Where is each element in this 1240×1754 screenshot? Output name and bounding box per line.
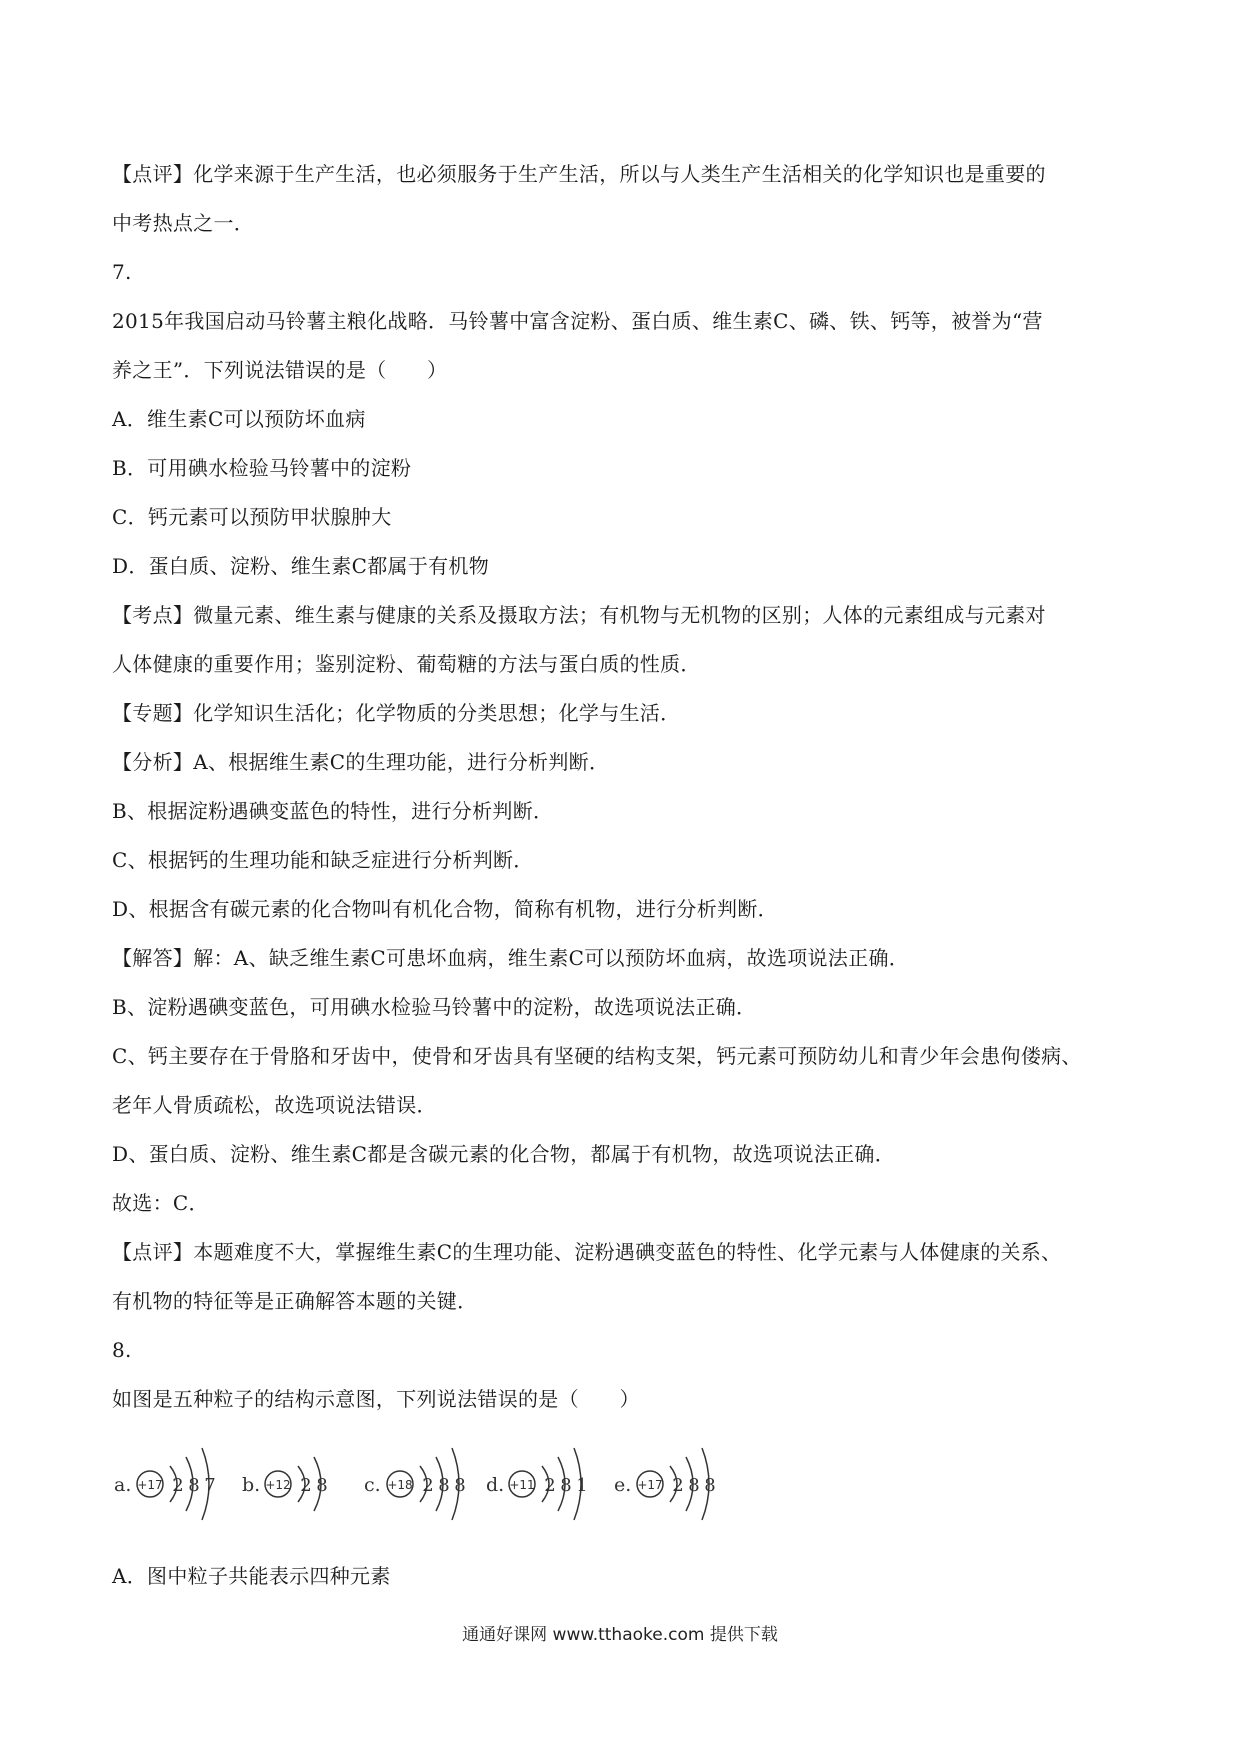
particle-diagrams [112,1432,802,1544]
particle-label: e. [614,1474,632,1496]
text-line: 如图是五种粒子的结构示意图，下列说法错误的是（ ） [112,1387,640,1411]
text-block-before-figure [112,150,1152,1424]
electron-count: 1 [576,1475,588,1496]
particle-structure-figure [112,1432,802,1544]
particle-diagram [364,1448,466,1520]
particle-label: c. [364,1474,381,1496]
text-line: B．可用碘水检验马铃薯中的淀粉 [112,456,412,480]
document-body [112,150,1152,1601]
text-line: 【考点】微量元素、维生素与健康的关系及摄取方法；有机物与无机物的区别；人体的元素组成与元素对 [112,603,1046,627]
electron-count: 2 [422,1475,434,1496]
text-line: D、根据含有碳元素的化合物叫有机化合物，简称有机物，进行分析判断． [112,897,778,921]
text-line: 2015年我国启动马铃薯主粮化战略．马铃薯中富含淀粉、蛋白质、维生素C、磷、铁、钙等，被誉为“营 [112,309,1043,333]
text-line: 【解答】解：A、缺乏维生素C可患坏血病，维生素C可以预防坏血病，故选项说法正确． [112,946,910,970]
electron-count: 2 [300,1475,312,1496]
text-line: 【点评】本题难度不大，掌握维生素C的生理功能、淀粉遇碘变蓝色的特性、化学元素与人体健康的关系、 [112,1240,1062,1264]
text-line: B、淀粉遇碘变蓝色，可用碘水检验马铃薯中的淀粉，故选项说法正确． [112,995,757,1019]
text-line: 养之王”．下列说法错误的是（ ） [112,358,448,382]
text-line: C、根据钙的生理功能和缺乏症进行分析判断． [112,848,534,872]
nucleus-charge: +17 [137,1478,163,1492]
text-line: 【专题】化学知识生活化；化学物质的分类思想；化学与生活． [112,701,681,725]
electron-count: 8 [688,1475,700,1496]
text-line: 故选：C． [112,1191,209,1215]
electron-count: 8 [454,1475,466,1496]
text-line: B、根据淀粉遇碘变蓝色的特性，进行分析判断． [112,799,554,823]
particle-label: a. [114,1474,132,1496]
electron-count: 7 [204,1475,216,1496]
text-line: 老年人骨质疏松，故选项说法错误． [112,1093,437,1117]
text-line: 7. [112,260,132,284]
electron-count: 8 [560,1475,572,1496]
particle-diagram [614,1448,716,1520]
text-line: 中考热点之一． [112,211,255,235]
page-footer: 通通好课网 www.tthaoke.com 提供下载 [462,1625,778,1645]
text-line: 【分析】A、根据维生素C的生理功能，进行分析判断． [112,750,610,774]
text-block-after-figure [112,1552,1152,1601]
text-line: 人体健康的重要作用；鉴别淀粉、葡萄糖的方法与蛋白质的性质． [112,652,701,676]
text-line: 8. [112,1338,132,1362]
text-line: A．图中粒子共能表示四种元素 [112,1564,391,1588]
particle-label: b. [242,1474,261,1496]
electron-count: 2 [672,1475,684,1496]
text-line: 有机物的特征等是正确解答本题的关键． [112,1289,478,1313]
text-line: D、蛋白质、淀粉、维生素C都是含碳元素的化合物，都属于有机物，故选项说法正确． [112,1142,896,1166]
electron-count: 2 [172,1475,184,1496]
particle-diagram [114,1448,216,1520]
text-line: 【点评】化学来源于生产生活，也必须服务于生产生活，所以与人类生产生活相关的化学知识也是重要的 [112,162,1046,186]
nucleus-charge: +18 [387,1478,413,1492]
electron-count: 8 [438,1475,450,1496]
nucleus-charge: +12 [265,1478,291,1492]
electron-count: 8 [188,1475,200,1496]
electron-count: 8 [316,1475,328,1496]
text-line: A．维生素C可以预防坏血病 [112,407,366,431]
electron-count: 8 [704,1475,716,1496]
electron-count: 2 [544,1475,556,1496]
text-line: C．钙元素可以预防甲状腺肿大 [112,505,392,529]
nucleus-charge: +17 [637,1478,663,1492]
text-line: C、钙主要存在于骨胳和牙齿中，使骨和牙齿具有坚硬的结构支架，钙元素可预防幼儿和青少年会患佝偻病、 [112,1044,1082,1068]
particle-diagram [242,1457,328,1511]
particle-label: d. [486,1474,505,1496]
particle-diagram [486,1448,588,1520]
text-line: D．蛋白质、淀粉、维生素C都属于有机物 [112,554,490,578]
nucleus-charge: +11 [509,1478,535,1492]
